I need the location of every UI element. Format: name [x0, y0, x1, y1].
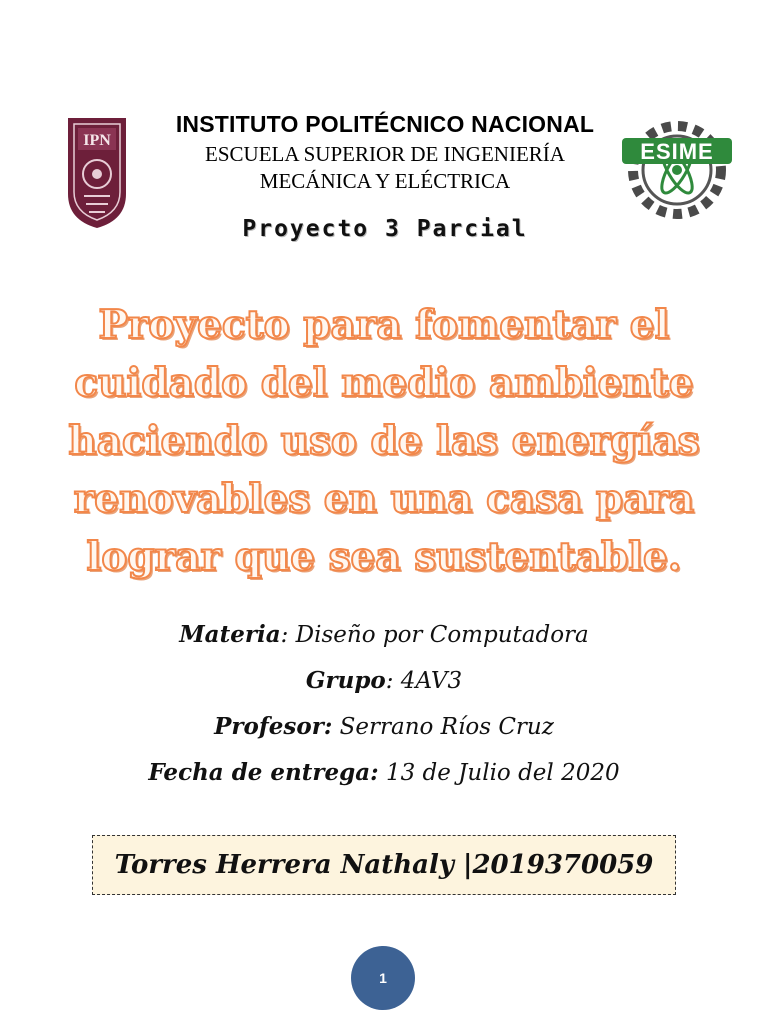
materia-label: Materia [179, 621, 281, 648]
ipn-seal-icon [64, 112, 130, 230]
project-info [90, 612, 678, 796]
grupo-value: : 4AV3 [385, 668, 463, 694]
materia-value: : Diseño por Computadora [280, 622, 589, 648]
project-title [60, 296, 708, 586]
project-title-line-4: renovables en una casa para [73, 476, 695, 522]
materia-row [90, 612, 678, 658]
page-number: 1 [379, 970, 387, 986]
svg-text:ESIME: ESIME [640, 139, 714, 164]
profesor-label: Profesor: [214, 713, 333, 740]
ipn-logo [64, 112, 130, 230]
profesor-value: Serrano Ríos Cruz [332, 714, 554, 740]
project-title-line-2: cuidado del medio ambiente [74, 360, 694, 406]
project-title-line-5: lograr que sea sustentable. [86, 534, 682, 580]
esime-logo [620, 116, 734, 222]
school-name-line-2: MECÁNICA Y ELÉCTRICA [259, 169, 511, 193]
fecha-label: Fecha de entrega: [148, 759, 379, 786]
page-number-badge [351, 946, 415, 1010]
project-subtitle: Proyecto 3 Parcial [242, 216, 528, 242]
fecha-row [90, 750, 678, 796]
svg-text:IPN: IPN [83, 132, 111, 149]
student-name-id: Torres Herrera Nathaly |2019370059 [114, 850, 654, 880]
student-box [92, 835, 676, 895]
project-title-line-1: Proyecto para fomentar el [98, 302, 670, 348]
project-title-line-3: haciendo uso de las energías [68, 418, 700, 464]
grupo-label: Grupo [305, 667, 386, 694]
school-name [140, 141, 630, 195]
esime-gear-icon [620, 116, 734, 222]
fecha-value: 13 de Julio del 2020 [378, 760, 620, 786]
institute-name: INSTITUTO POLITÉCNICO NACIONAL [175, 111, 595, 137]
grupo-row [90, 658, 678, 704]
school-name-line-1: ESCUELA SUPERIOR DE INGENIERÍA [205, 142, 565, 166]
profesor-row [90, 704, 678, 750]
